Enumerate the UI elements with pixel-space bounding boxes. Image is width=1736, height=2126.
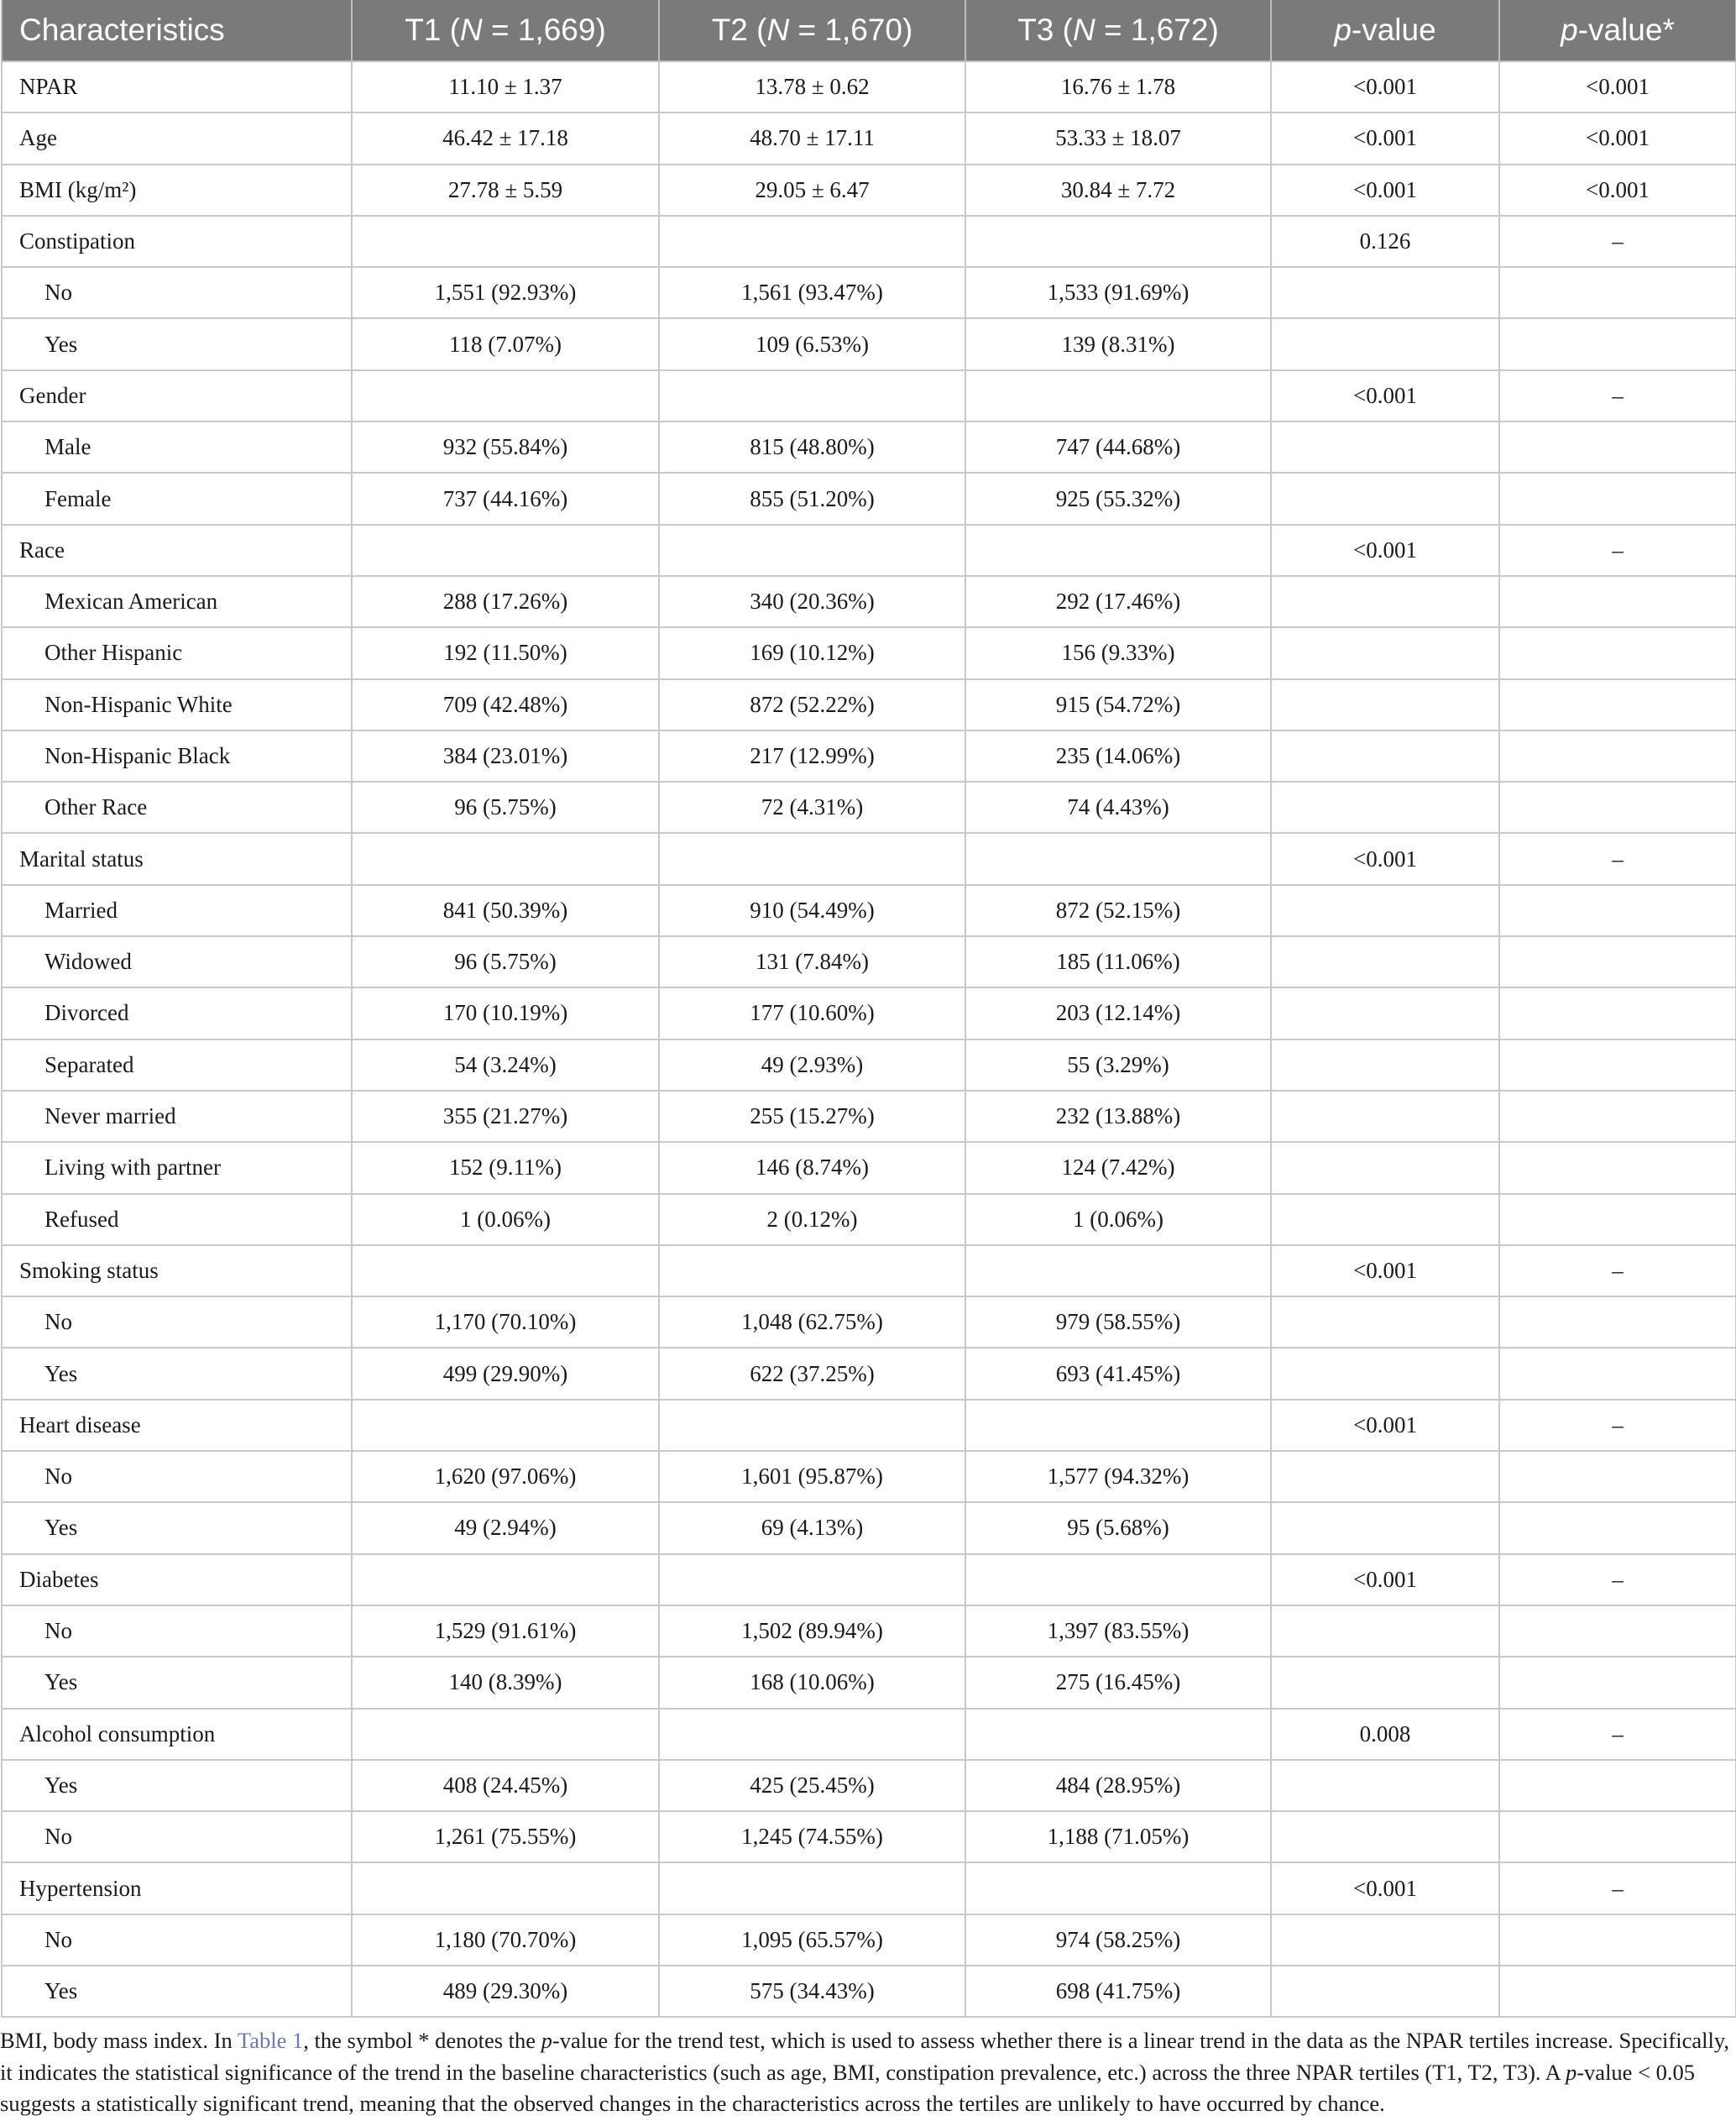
cell-t3: 693 (41.45%): [965, 1348, 1271, 1399]
cell-pvalue: <0.001: [1271, 61, 1499, 113]
table-row: [2, 987, 1736, 1039]
cell-characteristic: Constipation: [2, 216, 352, 267]
cell-t1: 355 (21.27%): [352, 1091, 659, 1142]
table-row: [2, 318, 1736, 369]
cell-t1: 384 (23.01%): [352, 730, 659, 782]
cell-pvalue: <0.001: [1271, 833, 1499, 884]
table-body: [2, 61, 1736, 2017]
cell-characteristic: Smoking status: [2, 1245, 352, 1296]
table-row: [2, 525, 1736, 576]
footnote-p2: p: [1565, 2059, 1577, 2085]
table-row: [2, 1709, 1736, 1760]
cell-t2: [659, 1554, 965, 1605]
table-row: [2, 627, 1736, 678]
cell-t1: 140 (8.39%): [352, 1657, 659, 1708]
cell-pvalue-trend: [1499, 885, 1736, 936]
cell-t2: [659, 1400, 965, 1451]
cell-t3: [965, 1554, 1271, 1605]
table-row: [2, 679, 1736, 730]
table-row: [2, 267, 1736, 318]
cell-t3: 925 (55.32%): [965, 473, 1271, 524]
table-row: [2, 936, 1736, 987]
header-t3-pre: T3 (: [1017, 13, 1073, 47]
cell-t2: 169 (10.12%): [659, 627, 965, 678]
cell-pvalue: [1271, 987, 1499, 1039]
cell-pvalue: <0.001: [1271, 1245, 1499, 1296]
cell-t1: 932 (55.84%): [352, 422, 659, 473]
cell-t1: 152 (9.11%): [352, 1142, 659, 1193]
cell-t3: 55 (3.29%): [965, 1039, 1271, 1091]
header-t3: [965, 0, 1271, 61]
cell-t2: [659, 1709, 965, 1760]
cell-t1: 1,551 (92.93%): [352, 267, 659, 318]
cell-pvalue-trend: [1499, 1194, 1736, 1245]
cell-characteristic: NPAR: [2, 61, 352, 113]
cell-pvalue-trend: [1499, 730, 1736, 782]
cell-characteristic: Yes: [2, 1348, 352, 1399]
cell-t3: 872 (52.15%): [965, 885, 1271, 936]
cell-t2: 872 (52.22%): [659, 679, 965, 730]
cell-t2: 622 (37.25%): [659, 1348, 965, 1399]
cell-pvalue-trend: –: [1499, 216, 1736, 267]
cell-pvalue-trend: [1499, 627, 1736, 678]
cell-t1: 489 (29.30%): [352, 1966, 659, 2017]
cell-characteristic: Heart disease: [2, 1400, 352, 1451]
table-row: [2, 1966, 1736, 2017]
cell-pvalue: [1271, 730, 1499, 782]
cell-pvalue: [1271, 576, 1499, 627]
cell-pvalue: [1271, 936, 1499, 987]
cell-pvalue-trend: [1499, 1091, 1736, 1142]
cell-characteristic: Married: [2, 885, 352, 936]
cell-t1: [352, 1400, 659, 1451]
cell-t2: 72 (4.31%): [659, 782, 965, 833]
header-pvalue-trend: [1499, 0, 1736, 61]
cell-pvalue-trend: [1499, 1760, 1736, 1811]
cell-pvalue-trend: <0.001: [1499, 61, 1736, 113]
cell-t2: [659, 370, 965, 422]
cell-pvalue-trend: –: [1499, 1862, 1736, 1914]
table-1-link[interactable]: Table 1: [237, 2028, 304, 2053]
header-pvalue-trend-rest: -value*: [1577, 13, 1675, 47]
cell-pvalue: <0.001: [1271, 525, 1499, 576]
cell-pvalue-trend: [1499, 1502, 1736, 1553]
cell-pvalue: <0.001: [1271, 1400, 1499, 1451]
cell-characteristic: Widowed: [2, 936, 352, 987]
cell-pvalue-trend: [1499, 1348, 1736, 1399]
cell-pvalue-trend: –: [1499, 1400, 1736, 1451]
cell-t3: 974 (58.25%): [965, 1914, 1271, 1966]
cell-characteristic: Yes: [2, 1966, 352, 2017]
cell-t2: [659, 216, 965, 267]
header-t2-n: N: [766, 13, 790, 47]
cell-characteristic: Female: [2, 473, 352, 524]
cell-t3: 95 (5.68%): [965, 1502, 1271, 1553]
header-t2-pre: T2 (: [711, 13, 767, 47]
cell-pvalue-trend: [1499, 1296, 1736, 1348]
cell-pvalue-trend: [1499, 1914, 1736, 1966]
cell-pvalue: [1271, 1091, 1499, 1142]
cell-t3: 1,397 (83.55%): [965, 1605, 1271, 1657]
cell-t3: [965, 1245, 1271, 1296]
cell-t3: [965, 1862, 1271, 1914]
cell-characteristic: BMI (kg/m²): [2, 165, 352, 216]
cell-pvalue: <0.001: [1271, 1554, 1499, 1605]
cell-t3: [965, 1709, 1271, 1760]
cell-t2: 168 (10.06%): [659, 1657, 965, 1708]
cell-pvalue-trend: [1499, 1451, 1736, 1502]
table-row: [2, 422, 1736, 473]
cell-pvalue-trend: –: [1499, 1709, 1736, 1760]
table-row: [2, 1502, 1736, 1553]
cell-t2: 255 (15.27%): [659, 1091, 965, 1142]
footnote-part4: -value < 0.05 suggests a statistically significant trend, meaning that the observed changes in the characteristics across the tertiles are unlikely to have occurred by chance.: [0, 2059, 1696, 2116]
cell-characteristic: Non-Hispanic Black: [2, 730, 352, 782]
cell-t1: 11.10 ± 1.37: [352, 61, 659, 113]
cell-pvalue-trend: [1499, 576, 1736, 627]
cell-t3: 1,188 (71.05%): [965, 1811, 1271, 1862]
cell-t3: [965, 833, 1271, 884]
cell-pvalue: [1271, 885, 1499, 936]
cell-t3: 185 (11.06%): [965, 936, 1271, 987]
table-row: [2, 61, 1736, 113]
table-row: [2, 1862, 1736, 1914]
cell-t3: 74 (4.43%): [965, 782, 1271, 833]
cell-characteristic: Refused: [2, 1194, 352, 1245]
table-row: [2, 216, 1736, 267]
footnote-part1: BMI, body mass index. In: [0, 2028, 238, 2053]
cell-characteristic: Separated: [2, 1039, 352, 1091]
cell-t2: [659, 525, 965, 576]
cell-t3: 30.84 ± 7.72: [965, 165, 1271, 216]
cell-pvalue: <0.001: [1271, 113, 1499, 164]
cell-t1: 737 (44.16%): [352, 473, 659, 524]
table-row: [2, 1039, 1736, 1091]
cell-pvalue-trend: [1499, 782, 1736, 833]
cell-t1: 288 (17.26%): [352, 576, 659, 627]
cell-t2: 49 (2.93%): [659, 1039, 965, 1091]
table-row: [2, 833, 1736, 884]
cell-pvalue: [1271, 1605, 1499, 1657]
table-row: [2, 113, 1736, 164]
table-row: [2, 1914, 1736, 1966]
cell-t3: 292 (17.46%): [965, 576, 1271, 627]
cell-t3: 1 (0.06%): [965, 1194, 1271, 1245]
cell-t1: [352, 525, 659, 576]
cell-t1: [352, 216, 659, 267]
cell-characteristic: Never married: [2, 1091, 352, 1142]
footnote-part3: -value for the trend test, which is used to assess whether there is a linear trend in the data as the NPAR tertiles increase. Specifically, it indicates the statistical significance of the trend in the baseline characteristics (such as age, BMI, constipation prevalence, etc.) across the three NPAR tertiles (T1, T2, T3). A: [0, 2028, 1730, 2085]
cell-t1: 408 (24.45%): [352, 1760, 659, 1811]
cell-t3: 16.76 ± 1.78: [965, 61, 1271, 113]
cell-t3: 747 (44.68%): [965, 422, 1271, 473]
table-header: [2, 0, 1736, 61]
header-pvalue: [1271, 0, 1499, 61]
cell-pvalue: 0.008: [1271, 1709, 1499, 1760]
header-t1-n: N: [459, 13, 483, 47]
cell-t2: 217 (12.99%): [659, 730, 965, 782]
footnote-p1: p: [541, 2028, 552, 2053]
table-row: [2, 1142, 1736, 1193]
cell-characteristic: Yes: [2, 1502, 352, 1553]
table-row: [2, 782, 1736, 833]
cell-t1: [352, 370, 659, 422]
cell-t3: 124 (7.42%): [965, 1142, 1271, 1193]
header-t1-post: = 1,669): [482, 13, 606, 47]
cell-t2: 1,502 (89.94%): [659, 1605, 965, 1657]
header-pvalue-rest: -value: [1351, 13, 1436, 47]
header-characteristics: Characteristics: [2, 0, 352, 61]
cell-pvalue-trend: [1499, 1605, 1736, 1657]
cell-t3: 235 (14.06%): [965, 730, 1271, 782]
cell-t3: 979 (58.55%): [965, 1296, 1271, 1348]
cell-pvalue: [1271, 318, 1499, 369]
cell-pvalue-trend: –: [1499, 525, 1736, 576]
cell-t1: 96 (5.75%): [352, 936, 659, 987]
table-row: [2, 1245, 1736, 1296]
header-t1: [352, 0, 659, 61]
cell-characteristic: No: [2, 1605, 352, 1657]
cell-pvalue-trend: [1499, 679, 1736, 730]
cell-characteristic: No: [2, 1914, 352, 1966]
cell-pvalue-trend: [1499, 267, 1736, 318]
cell-pvalue-trend: [1499, 987, 1736, 1039]
table-row: [2, 1605, 1736, 1657]
cell-t1: 1,529 (91.61%): [352, 1605, 659, 1657]
cell-t1: 1,261 (75.55%): [352, 1811, 659, 1862]
cell-pvalue: [1271, 1348, 1499, 1399]
cell-characteristic: Other Race: [2, 782, 352, 833]
cell-t2: 131 (7.84%): [659, 936, 965, 987]
cell-t2: 48.70 ± 17.11: [659, 113, 965, 164]
cell-pvalue-trend: <0.001: [1499, 113, 1736, 164]
cell-t2: 1,561 (93.47%): [659, 267, 965, 318]
cell-characteristic: Race: [2, 525, 352, 576]
cell-pvalue: [1271, 627, 1499, 678]
cell-pvalue: [1271, 267, 1499, 318]
cell-pvalue: [1271, 679, 1499, 730]
cell-t1: 49 (2.94%): [352, 1502, 659, 1553]
cell-pvalue-trend: [1499, 473, 1736, 524]
cell-pvalue: <0.001: [1271, 1862, 1499, 1914]
cell-t3: 915 (54.72%): [965, 679, 1271, 730]
header-pvalue-trend-p: p: [1561, 13, 1578, 47]
cell-t2: 69 (4.13%): [659, 1502, 965, 1553]
cell-characteristic: Male: [2, 422, 352, 473]
cell-t2: 910 (54.49%): [659, 885, 965, 936]
cell-t3: 139 (8.31%): [965, 318, 1271, 369]
cell-pvalue-trend: [1499, 936, 1736, 987]
table-row: [2, 1348, 1736, 1399]
cell-pvalue: [1271, 1194, 1499, 1245]
table-row: [2, 165, 1736, 216]
cell-t1: 1,620 (97.06%): [352, 1451, 659, 1502]
cell-pvalue-trend: [1499, 318, 1736, 369]
cell-t3: 203 (12.14%): [965, 987, 1271, 1039]
cell-characteristic: Hypertension: [2, 1862, 352, 1914]
cell-t1: 170 (10.19%): [352, 987, 659, 1039]
cell-pvalue: [1271, 1502, 1499, 1553]
cell-t2: 29.05 ± 6.47: [659, 165, 965, 216]
cell-t2: 1,245 (74.55%): [659, 1811, 965, 1862]
cell-characteristic: Living with partner: [2, 1142, 352, 1193]
header-t2-post: = 1,670): [789, 13, 913, 47]
cell-t1: 27.78 ± 5.59: [352, 165, 659, 216]
cell-t1: [352, 1245, 659, 1296]
cell-characteristic: No: [2, 1811, 352, 1862]
cell-t2: 1,601 (95.87%): [659, 1451, 965, 1502]
cell-t2: [659, 833, 965, 884]
cell-t3: 1,577 (94.32%): [965, 1451, 1271, 1502]
cell-t3: 232 (13.88%): [965, 1091, 1271, 1142]
cell-t3: 484 (28.95%): [965, 1760, 1271, 1811]
cell-characteristic: Non-Hispanic White: [2, 679, 352, 730]
cell-characteristic: Divorced: [2, 987, 352, 1039]
cell-characteristic: No: [2, 1296, 352, 1348]
table-row: [2, 730, 1736, 782]
table-row: [2, 370, 1736, 422]
cell-pvalue: [1271, 1296, 1499, 1348]
cell-pvalue: [1271, 1657, 1499, 1708]
cell-t3: 698 (41.75%): [965, 1966, 1271, 2017]
table-row: [2, 1451, 1736, 1502]
cell-t2: 146 (8.74%): [659, 1142, 965, 1193]
cell-t3: [965, 525, 1271, 576]
cell-t1: [352, 1862, 659, 1914]
cell-pvalue: [1271, 1811, 1499, 1862]
cell-pvalue: [1271, 1142, 1499, 1193]
table-row: [2, 473, 1736, 524]
cell-pvalue-trend: [1499, 422, 1736, 473]
cell-t2: 2 (0.12%): [659, 1194, 965, 1245]
cell-t3: 53.33 ± 18.07: [965, 113, 1271, 164]
cell-t1: 96 (5.75%): [352, 782, 659, 833]
table-row: [2, 1554, 1736, 1605]
cell-pvalue: [1271, 782, 1499, 833]
cell-t2: [659, 1862, 965, 1914]
header-t1-pre: T1 (: [405, 13, 460, 47]
cell-pvalue-trend: [1499, 1811, 1736, 1862]
cell-characteristic: Diabetes: [2, 1554, 352, 1605]
cell-t1: 54 (3.24%): [352, 1039, 659, 1091]
cell-pvalue: [1271, 1039, 1499, 1091]
cell-t2: 109 (6.53%): [659, 318, 965, 369]
cell-characteristic: No: [2, 1451, 352, 1502]
cell-pvalue: 0.126: [1271, 216, 1499, 267]
table-row: [2, 1400, 1736, 1451]
cell-t2: 425 (25.45%): [659, 1760, 965, 1811]
cell-t1: 192 (11.50%): [352, 627, 659, 678]
cell-pvalue-trend: –: [1499, 1245, 1736, 1296]
header-t3-n: N: [1072, 13, 1095, 47]
cell-characteristic: Mexican American: [2, 576, 352, 627]
cell-pvalue-trend: <0.001: [1499, 165, 1736, 216]
cell-t1: 1,180 (70.70%): [352, 1914, 659, 1966]
cell-t1: 499 (29.90%): [352, 1348, 659, 1399]
cell-pvalue-trend: [1499, 1142, 1736, 1193]
cell-t1: [352, 1709, 659, 1760]
cell-characteristic: Yes: [2, 1657, 352, 1708]
cell-t2: 177 (10.60%): [659, 987, 965, 1039]
table-row: [2, 1811, 1736, 1862]
cell-characteristic: Age: [2, 113, 352, 164]
cell-characteristic: Alcohol consumption: [2, 1709, 352, 1760]
cell-characteristic: Other Hispanic: [2, 627, 352, 678]
cell-pvalue-trend: [1499, 1039, 1736, 1091]
table-row: [2, 1296, 1736, 1348]
cell-pvalue: [1271, 1760, 1499, 1811]
cell-t2: 1,048 (62.75%): [659, 1296, 965, 1348]
cell-t2: 815 (48.80%): [659, 422, 965, 473]
cell-t1: [352, 1554, 659, 1605]
cell-t3: 1,533 (91.69%): [965, 267, 1271, 318]
cell-pvalue: [1271, 1966, 1499, 2017]
cell-t2: 13.78 ± 0.62: [659, 61, 965, 113]
footnote-part2: , the symbol * denotes the: [303, 2028, 541, 2053]
cell-t2: 1,095 (65.57%): [659, 1914, 965, 1966]
cell-t2: 855 (51.20%): [659, 473, 965, 524]
cell-t3: 156 (9.33%): [965, 627, 1271, 678]
cell-t3: [965, 1400, 1271, 1451]
header-t3-post: = 1,672): [1095, 13, 1219, 47]
cell-characteristic: Gender: [2, 370, 352, 422]
baseline-characteristics-table: [1, 0, 1736, 2018]
cell-t2: 340 (20.36%): [659, 576, 965, 627]
cell-pvalue: [1271, 1451, 1499, 1502]
cell-characteristic: Marital status: [2, 833, 352, 884]
cell-pvalue-trend: –: [1499, 1554, 1736, 1605]
cell-pvalue: <0.001: [1271, 370, 1499, 422]
table-row: [2, 1760, 1736, 1811]
cell-t1: 118 (7.07%): [352, 318, 659, 369]
cell-t2: 575 (34.43%): [659, 1966, 965, 2017]
cell-t3: [965, 216, 1271, 267]
cell-characteristic: No: [2, 267, 352, 318]
table-row: [2, 885, 1736, 936]
cell-pvalue-trend: [1499, 1657, 1736, 1708]
table-row: [2, 1194, 1736, 1245]
cell-t2: [659, 1245, 965, 1296]
cell-pvalue: [1271, 1914, 1499, 1966]
cell-t1: [352, 833, 659, 884]
cell-pvalue-trend: [1499, 1966, 1736, 2017]
cell-t1: 1,170 (70.10%): [352, 1296, 659, 1348]
cell-t1: 709 (42.48%): [352, 679, 659, 730]
header-t2: [659, 0, 965, 61]
table-footnote: [0, 2025, 1729, 2120]
cell-t3: [965, 370, 1271, 422]
header-pvalue-p: p: [1334, 13, 1352, 47]
cell-pvalue-trend: –: [1499, 833, 1736, 884]
cell-t1: 46.42 ± 17.18: [352, 113, 659, 164]
cell-characteristic: Yes: [2, 1760, 352, 1811]
table-row: [2, 1657, 1736, 1708]
cell-t1: 1 (0.06%): [352, 1194, 659, 1245]
cell-pvalue: [1271, 422, 1499, 473]
cell-pvalue-trend: –: [1499, 370, 1736, 422]
table-row: [2, 1091, 1736, 1142]
cell-characteristic: Yes: [2, 318, 352, 369]
table-row: [2, 576, 1736, 627]
cell-t1: 841 (50.39%): [352, 885, 659, 936]
cell-pvalue: <0.001: [1271, 165, 1499, 216]
cell-pvalue: [1271, 473, 1499, 524]
cell-t3: 275 (16.45%): [965, 1657, 1271, 1708]
